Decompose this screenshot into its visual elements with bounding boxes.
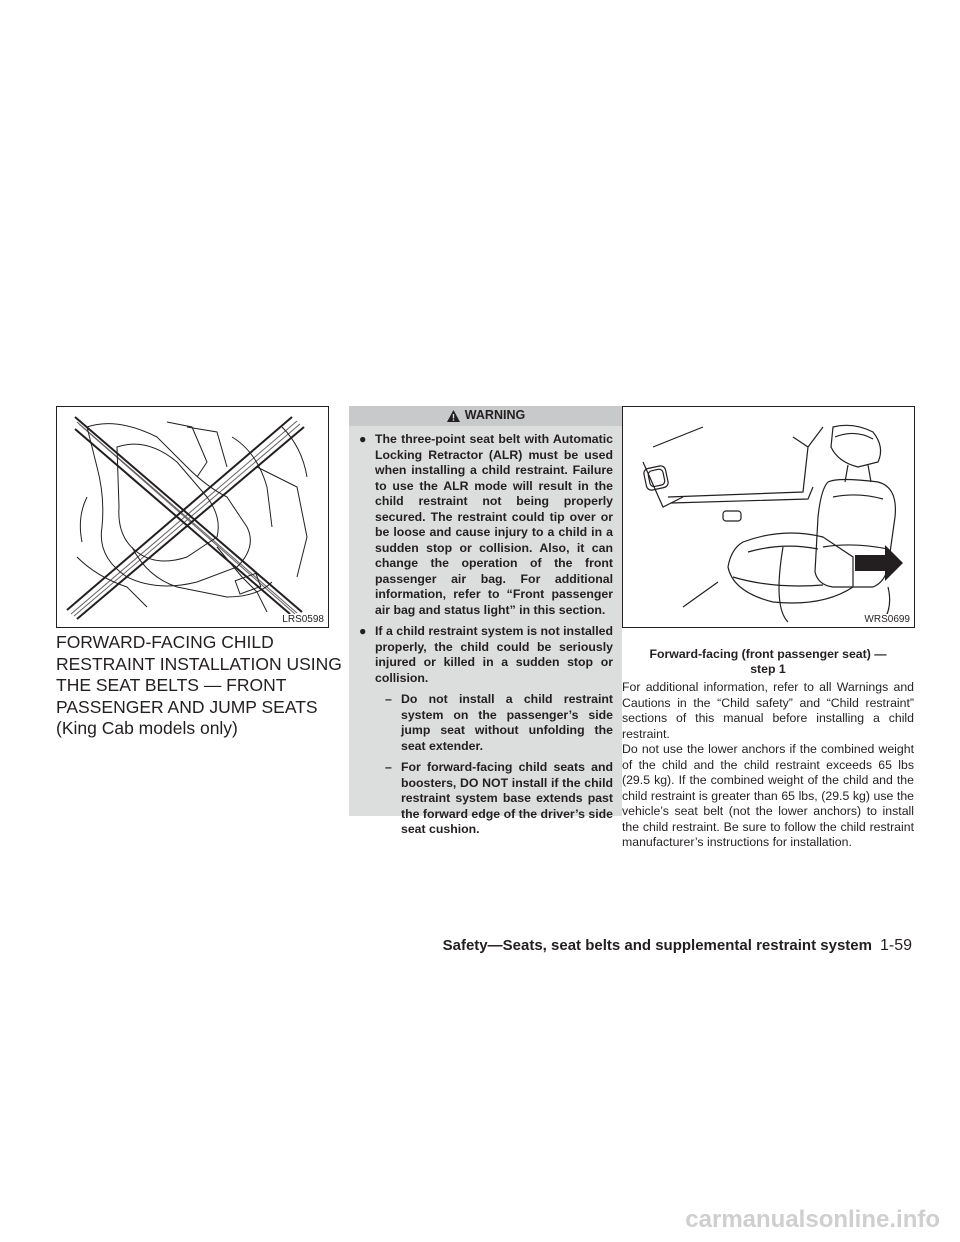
page-footer — [443, 937, 912, 955]
caption-line: step 1 — [750, 662, 786, 676]
bullet-icon: ● — [359, 624, 367, 638]
bullet-icon: ● — [359, 432, 367, 446]
passenger-seat-illustration — [623, 407, 914, 627]
page-number: 1-59 — [879, 937, 912, 954]
caption-line: Forward-facing (front passenger seat) — — [649, 647, 887, 661]
watermark: carmanualsonline.info — [685, 1206, 940, 1233]
warning-bullet-text: If a child restraint system is not installed properly, the child could be seriously injured or killed in a sudden stop or collision. — [375, 624, 613, 685]
heading-line: PASSENGER AND JUMP SEATS — [56, 696, 318, 717]
warning-bullet — [359, 624, 613, 838]
warning-title-bar — [349, 406, 622, 426]
figure-child-seat-crossed — [56, 406, 329, 628]
heading-line: THE SEAT BELTS — FRONT — [56, 675, 287, 695]
warning-triangle-icon — [446, 409, 461, 423]
warning-sub-item — [375, 692, 613, 754]
warning-title: WARNING — [464, 408, 526, 423]
warning-bullet — [359, 432, 613, 618]
warning-list — [359, 432, 613, 844]
footer-section-title: Safety—Seats, seat belts and supplemental restraint system — [442, 937, 872, 954]
figure-code: LRS0598 — [282, 614, 324, 625]
section-heading — [56, 632, 346, 740]
body-paragraph: Do not use the lower anchors if the combined weight of the child and the child restraint exceeds 65 lbs (29.5 kg). If the combined weight of the child and the child restraint is greater than 65 lbs, (29.5 kg) use the vehicle’s seat belt (not the lower anchors) to install the child restraint. Be sure to follow the child restraint manufacturer’s instructions for installation. — [622, 742, 914, 849]
body-paragraph: For additional information, refer to all Warnings and Cautions in the “Child safety” and “Child restraint” sections of this manual before installing a child restraint. — [622, 680, 914, 741]
warning-sub-item — [375, 760, 613, 838]
dash-icon: – — [385, 692, 392, 706]
warning-sub-text: For forward-facing child seats and boosters, DO NOT install if the child restraint system base extends past the forward edge of the driver’s side seat cushion. — [401, 760, 613, 836]
heading-line: (King Cab models only) — [56, 718, 238, 738]
warning-sub-text: Do not install a child restraint system on the passenger’s side jump seat without unfolding the seat extender. — [401, 692, 613, 753]
warning-box — [349, 406, 622, 836]
heading-line: FORWARD-FACING CHILD — [56, 632, 274, 652]
heading-line: RESTRAINT INSTALLATION USING — [56, 653, 342, 674]
child-seat-illustration — [57, 407, 328, 627]
dash-icon: – — [385, 760, 392, 774]
figure-code: WRS0699 — [864, 614, 910, 625]
warning-bullet-text: The three-point seat belt with Automatic Locking Retractor (ALR) must be used when installing a child restraint. Failure to use the ALR mode will result in the child restraint not being properly secured. The restraint could tip over or be loose and cause injury to a child in a sudden stop or collision. Also, it can change the operation of the front passenger air bag. For additional information, refer to “Front passenger air bag and status light” in this section. — [375, 432, 613, 617]
figure-forward-facing-step1 — [622, 406, 915, 628]
figure-caption — [622, 647, 914, 677]
forward-arrow-icon — [855, 545, 903, 581]
